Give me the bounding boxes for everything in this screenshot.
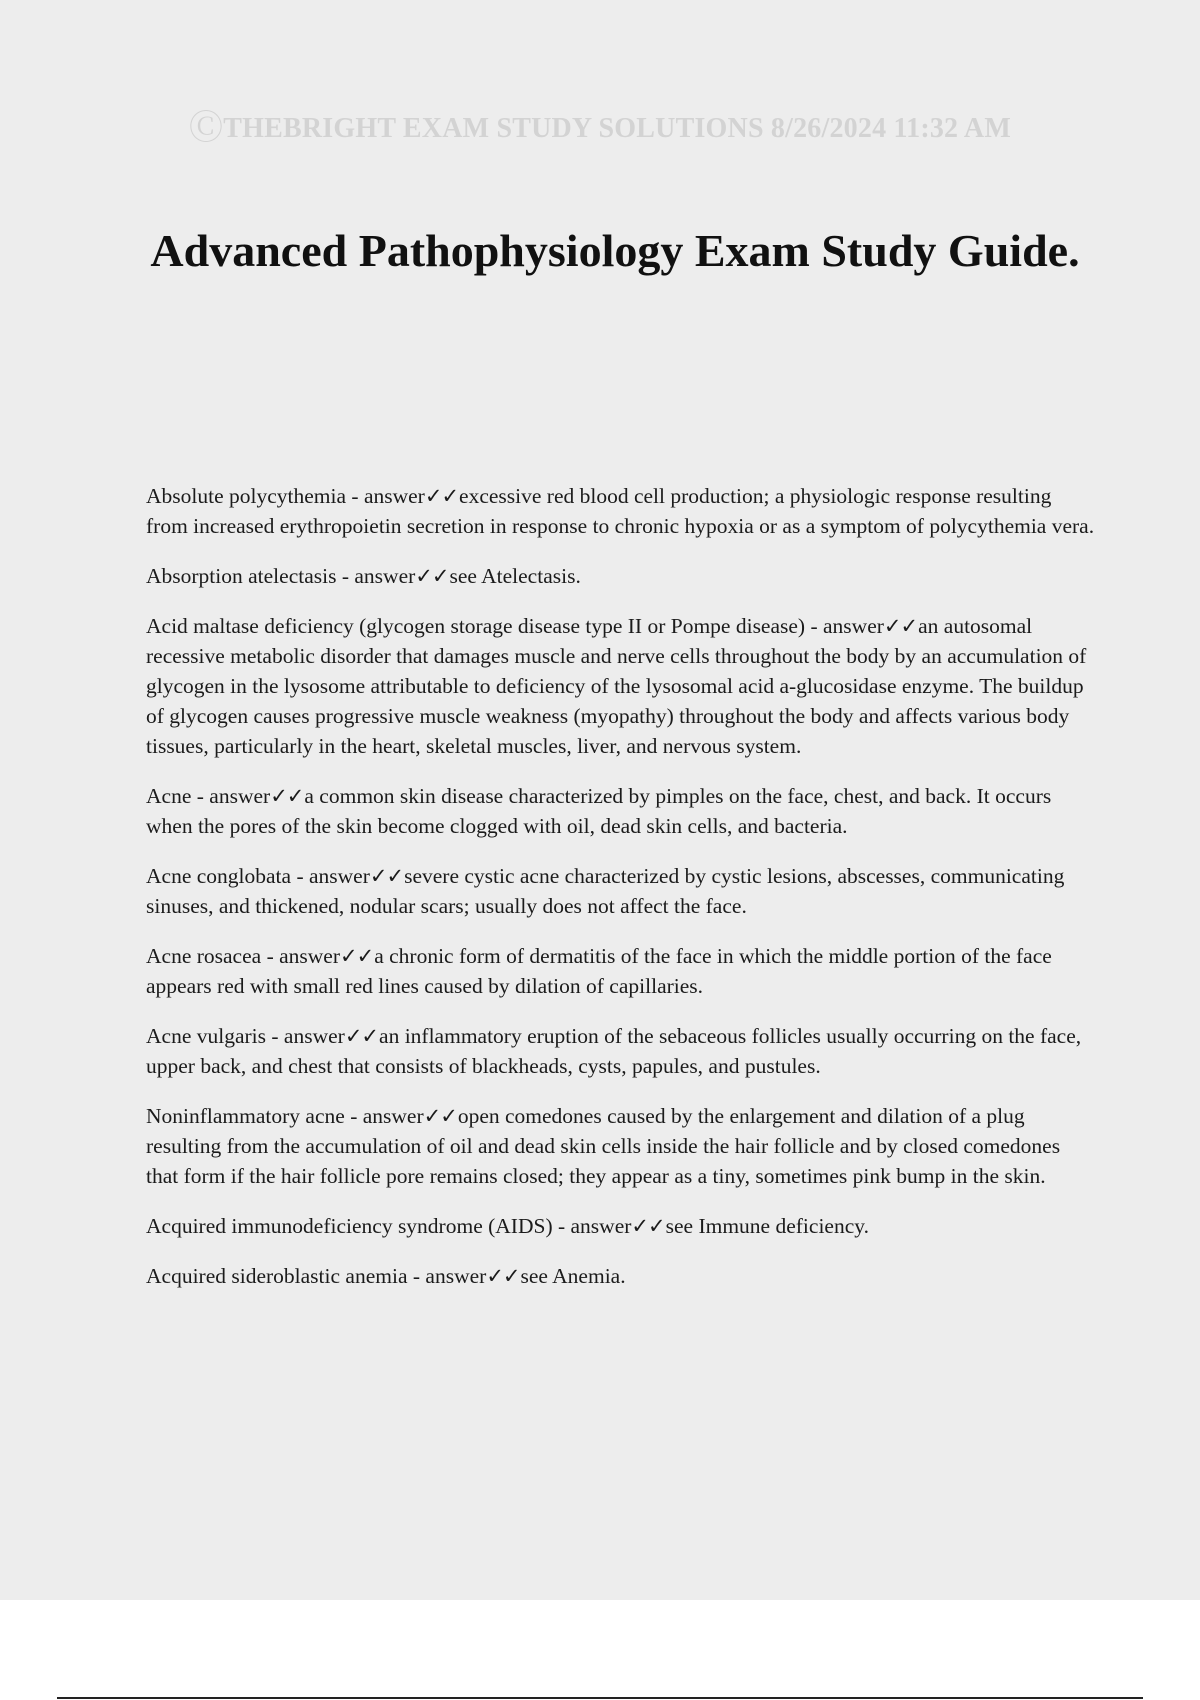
footer-divider <box>57 1697 1143 1699</box>
entry-term: Noninflammatory acne <box>146 1104 345 1128</box>
glossary-entry <box>146 1211 1096 1241</box>
entry-separator: - answer <box>291 864 370 888</box>
check-mark-icon: ✓✓ <box>423 1104 457 1128</box>
glossary-entry <box>146 1021 1096 1081</box>
entry-definition: an inflammatory eruption of the sebaceous follicles usually occurring on the face, upper back, and chest that consists of blackheads, cysts, papules, and pustules. <box>146 1024 1082 1078</box>
entry-definition: see Atelectasis. <box>449 564 581 588</box>
copyright-icon: Ⓒ <box>189 110 224 147</box>
entry-term: Absolute polycythemia <box>146 484 347 508</box>
check-mark-icon: ✓✓ <box>631 1214 665 1238</box>
document-title: Advanced Pathophysiology Exam Study Guide. <box>150 225 1080 276</box>
entry-definition: open comedones caused by the enlargement and dilation of a plug resulting from the accumulation of oil and dead skin cells inside the hair follicle and by closed comedones that form if the hair follicle pore remains closed; they appear as a tiny, sometimes pink bump in the skin. <box>146 1104 1061 1188</box>
entry-term: Acquired sideroblastic anemia <box>146 1264 408 1288</box>
entry-term: Acne <box>146 784 192 808</box>
entry-separator: - answer <box>346 484 425 508</box>
entry-definition: a chronic form of dermatitis of the face in which the middle portion of the face appears red with small red lines caused by dilation of capillaries. <box>146 944 1052 998</box>
check-mark-icon: ✓✓ <box>486 1264 520 1288</box>
check-mark-icon: ✓✓ <box>270 784 304 808</box>
entry-definition: severe cystic acne characterized by cystic lesions, abscesses, communicating sinuses, and thickened, nodular scars; usually does not affect the face. <box>146 864 1065 918</box>
entry-separator: - answer <box>261 944 340 968</box>
glossary-entry <box>146 1101 1096 1191</box>
check-mark-icon: ✓✓ <box>340 944 374 968</box>
entry-term: Acquired immunodeficiency syndrome (AIDS) <box>146 1214 553 1238</box>
watermark-text: THEBRIGHT EXAM STUDY SOLUTIONS 8/26/2024 11:32 AM <box>223 113 1011 144</box>
entry-term: Acne vulgaris <box>146 1024 267 1048</box>
entry-separator: - answer <box>805 614 884 638</box>
glossary-entry <box>146 611 1096 761</box>
entry-separator: - answer <box>407 1264 487 1288</box>
entry-term: Acid maltase deficiency (glycogen storage disease type II or Pompe disease) <box>146 614 806 638</box>
entry-separator: - answer <box>336 564 416 588</box>
check-mark-icon: ✓✓ <box>424 484 459 508</box>
entry-definition: see Anemia. <box>520 1264 626 1288</box>
glossary-entry <box>146 861 1096 921</box>
entry-definition: an autosomal recessive metabolic disorder that damages muscle and nerve cells throughout the body by an accumulation of glycogen in the lysosome attributable to deficiency of the lysosomal acid a-glucosidase enzyme. The buildup of glycogen causes progressive muscle weakness (myopathy) throughout the body and affects various body tissues, particularly in the heart, skeletal muscles, liver, and nervous system. <box>146 614 1087 758</box>
check-mark-icon: ✓✓ <box>344 1024 379 1048</box>
entry-separator: - answer <box>191 784 271 808</box>
glossary-entry <box>146 1261 1096 1291</box>
check-mark-icon: ✓✓ <box>369 864 404 888</box>
glossary-list <box>146 481 1096 1311</box>
glossary-entry <box>146 941 1096 1001</box>
glossary-entry <box>146 781 1096 841</box>
glossary-entry <box>146 561 1096 591</box>
entry-definition: excessive red blood cell production; a physiologic response resulting from increased erythropoietin secretion in response to chronic hypoxia or as a symptom of polycythemia vera. <box>146 484 1095 538</box>
entry-separator: - answer <box>266 1024 345 1048</box>
entry-separator: - answer <box>552 1214 632 1238</box>
check-mark-icon: ✓✓ <box>883 614 918 638</box>
entry-definition: see Immune deficiency. <box>665 1214 869 1238</box>
entry-term: Acne rosacea <box>146 944 262 968</box>
check-mark-icon: ✓✓ <box>415 564 449 588</box>
glossary-entry <box>146 481 1096 541</box>
entry-term: Absorption atelectasis <box>146 564 337 588</box>
entry-separator: - answer <box>344 1104 424 1128</box>
entry-term: Acne conglobata <box>146 864 292 888</box>
entry-definition: a common skin disease characterized by pimples on the face, chest, and back. It occurs when the pores of the skin become clogged with oil, dead skin cells, and bacteria. <box>146 784 1052 838</box>
watermark <box>0 98 1200 147</box>
